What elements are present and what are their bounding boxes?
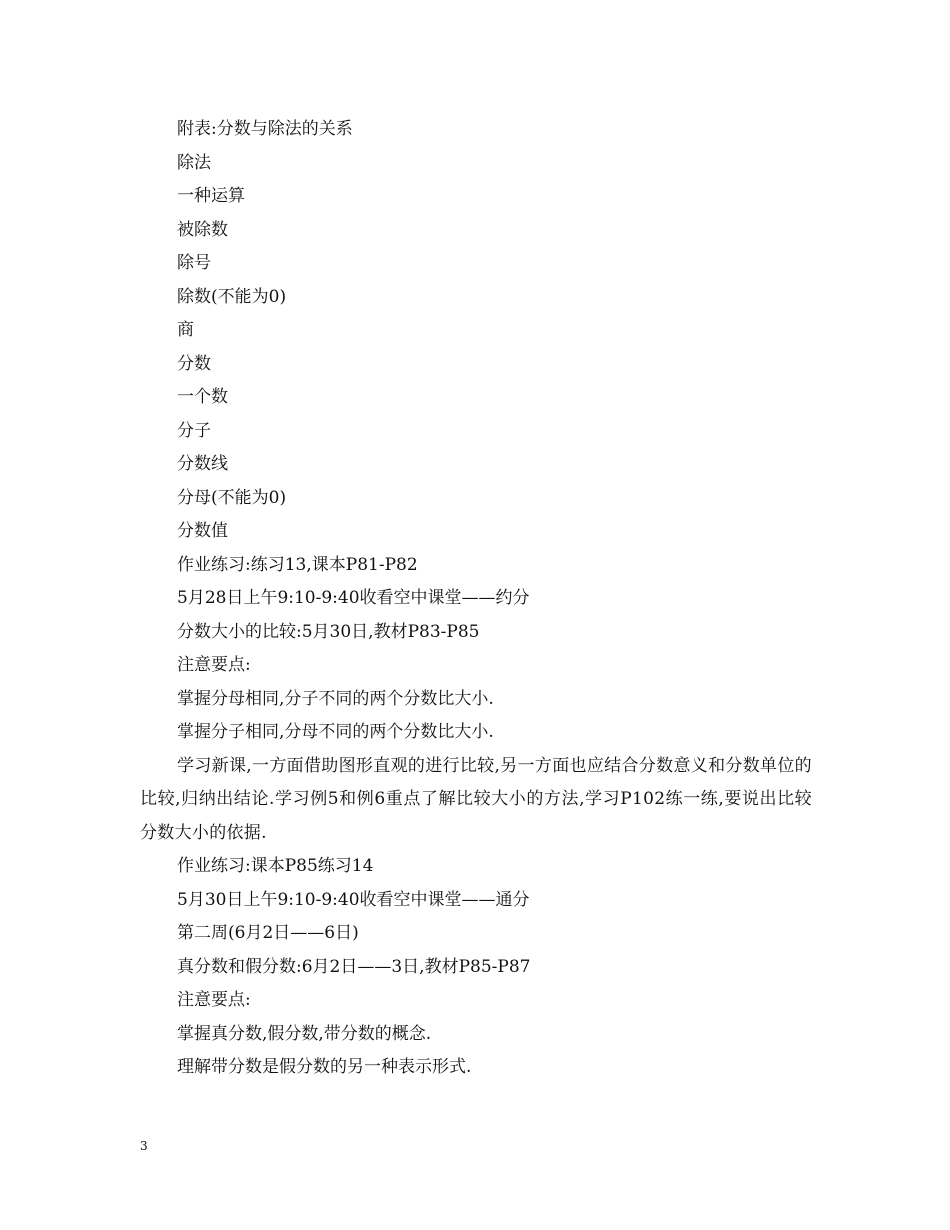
text-line: 除号 xyxy=(177,253,211,273)
text-line: 除数(不能为0) xyxy=(177,286,287,307)
text-line: 分子 xyxy=(177,420,211,441)
text-line: 5月30日上午9:10-9:40收看空中课堂——通分 xyxy=(177,889,530,910)
text-line: 注意要点: xyxy=(177,990,251,1010)
document-body xyxy=(140,113,812,1085)
text-line: 作业练习:课本P85练习14 xyxy=(177,856,374,876)
text-line: 一种运算 xyxy=(177,186,245,206)
text-line: 被除数 xyxy=(177,219,228,240)
text-line: 分母(不能为0) xyxy=(177,487,287,508)
text-line: 注意要点: xyxy=(177,655,251,675)
text-line: 5月28日上午9:10-9:40收看空中课堂——约分 xyxy=(177,588,530,608)
text-line: 附表:分数与除法的关系 xyxy=(177,119,353,139)
page-number: 3 xyxy=(140,1139,148,1153)
text-line: 第二周(6月2日——6日) xyxy=(177,923,359,943)
text-line: 掌握分子相同,分母不同的两个分数比大小. xyxy=(177,722,494,742)
text-line: 理解带分数是假分数的另一种表示形式. xyxy=(177,1057,472,1077)
text-line: 掌握分母相同,分子不同的两个分数比大小. xyxy=(177,688,494,709)
text-line: 分数大小的比较:5月30日,教材P83-P85 xyxy=(177,621,480,642)
text-line: 分数线 xyxy=(177,454,228,474)
body-paragraph: 学习新课,一方面借助图形直观的进行比较,另一方面也应结合分数意义和分数单位的比较,归纳出结论.学习例5和例6重点了解比较大小的方法,学习P102练一练,要说出比较分数大小的依据. xyxy=(140,755,812,843)
text-line: 掌握真分数,假分数,带分数的概念. xyxy=(177,1023,432,1044)
text-line: 分数 xyxy=(177,353,211,374)
text-line: 一个数 xyxy=(177,387,228,407)
text-line: 作业练习:练习13,课本P81-P82 xyxy=(177,554,418,575)
text-line: 除法 xyxy=(177,152,211,173)
text-line: 真分数和假分数:6月2日——3日,教材P85-P87 xyxy=(177,956,531,977)
text-line: 分数值 xyxy=(177,521,228,541)
text-line: 商 xyxy=(177,320,194,340)
